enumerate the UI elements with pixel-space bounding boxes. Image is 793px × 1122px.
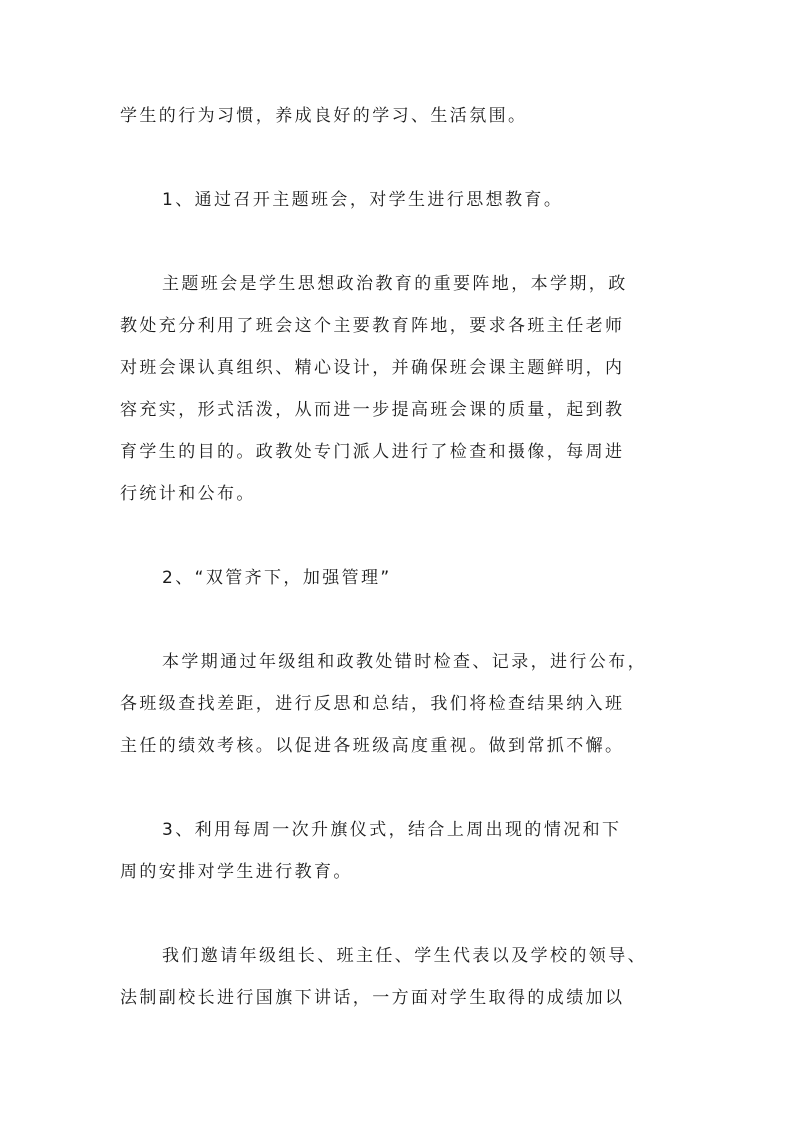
section-heading-3: 3、利用每周一次升旗仪式，结合上周出现的情况和下 bbox=[162, 820, 622, 840]
paragraph-line: 容充实，形式活泼，从而进一步提高班会课的质量，起到教 bbox=[120, 400, 625, 420]
paragraph-line: 法制副校长进行国旗下讲话，一方面对学生取得的成绩加以 bbox=[120, 988, 625, 1008]
section-heading-2: 2、“双管齐下，加强管理” bbox=[162, 568, 392, 588]
paragraph-line: 我们邀请年级组长、班主任、学生代表以及学校的领导、 bbox=[162, 946, 647, 966]
section-heading-3-continued: 周的安排对学生进行教育。 bbox=[120, 862, 353, 882]
paragraph-line: 主题班会是学生思想政治教育的重要阵地，本学期，政 bbox=[162, 274, 628, 294]
paragraph-line: 各班级查找差距，进行反思和总结，我们将检查结果纳入班 bbox=[120, 694, 625, 714]
paragraph-line: 本学期通过年级组和政教处错时检查、记录，进行公布， bbox=[162, 652, 647, 672]
paragraph-line: 行统计和公布。 bbox=[120, 484, 256, 504]
paragraph-line: 学生的行为习惯，养成良好的学习、生活氛围。 bbox=[120, 106, 528, 126]
paragraph-line: 教处充分利用了班会这个主要教育阵地，要求各班主任老师 bbox=[120, 316, 625, 336]
paragraph-line: 育学生的目的。政教处专门派人进行了检查和摄像，每周进 bbox=[120, 442, 625, 462]
paragraph-line: 主任的绩效考核。以促进各班级高度重视。做到常抓不懈。 bbox=[120, 736, 625, 756]
section-heading-1: 1、通过召开主题班会，对学生进行思想教育。 bbox=[162, 190, 564, 210]
paragraph-line: 对班会课认真组织、精心设计，并确保班会课主题鲜明，内 bbox=[120, 358, 625, 378]
